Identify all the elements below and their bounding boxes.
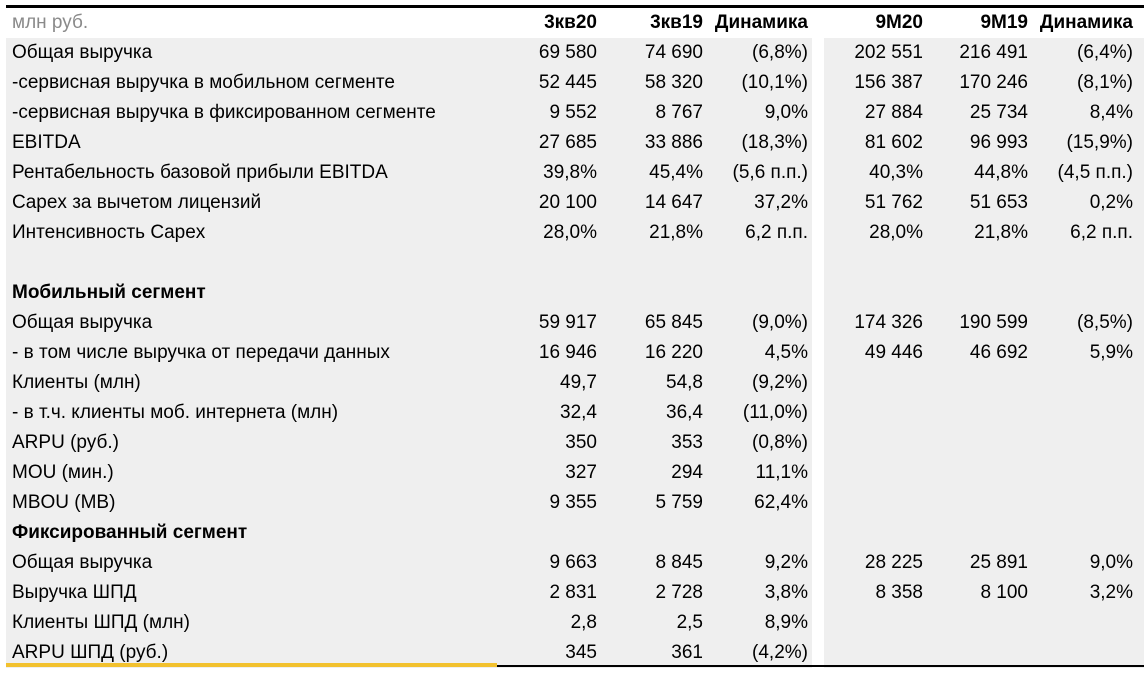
cell-3q20: 49,7 [560,372,597,393]
row-label: Клиенты (млн) [12,372,141,393]
row-label: -сервисная выручка в мобильном сегменте [12,72,395,93]
table-row [0,308,1146,338]
table-row [0,608,1146,638]
cell-3q19: 5 759 [655,492,703,513]
table-bottom-accent [6,663,497,667]
header-dynamics-9m: Динамика [1039,12,1133,33]
cell-3q19: 353 [671,432,703,453]
cell-9m19: 25 891 [969,552,1028,573]
table-row [0,398,1146,428]
table-row [0,68,1146,98]
cell-9m19: 44,8% [974,162,1028,183]
cell-dynamics-q: (0,8%) [752,432,808,453]
cell-dynamics-9m: 8,4% [1089,102,1133,123]
cell-9m19: 51 653 [969,192,1028,213]
row-label: Рентабельность базовой прибыли EBITDA [12,162,388,183]
row-label: EBITDA [12,132,81,153]
cell-dynamics-9m: 5,9% [1089,342,1133,363]
table-row [0,428,1146,458]
table-row [0,38,1146,68]
cell-9m19: 8 100 [980,582,1028,603]
row-label: MOU (мин.) [12,462,114,483]
cell-3q19: 74 690 [644,42,703,63]
cell-3q19: 58 320 [644,72,703,93]
cell-3q19: 14 647 [644,192,703,213]
table-row [0,218,1146,248]
header-9m19: 9М19 [980,12,1028,33]
row-label: Фиксированный сегмент [12,522,248,543]
row-label: - в том числе выручка от передачи данных [12,342,390,363]
row-label: Общая выручка [12,552,153,573]
cell-dynamics-q: (9,0%) [752,312,808,333]
cell-3q19: 54,8 [666,372,703,393]
cell-3q20: 9 663 [549,552,597,573]
cell-3q20: 16 946 [538,342,597,363]
cell-3q19: 8 845 [655,552,703,573]
cell-3q19: 361 [671,642,703,663]
cell-3q20: 28,0% [543,222,597,243]
table-row [0,548,1146,578]
header-dynamics-q: Динамика [714,12,808,33]
cell-3q20: 32,4 [560,402,597,423]
cell-9m20: 174 326 [854,312,923,333]
cell-dynamics-q: 4,5% [764,342,808,363]
cell-3q19: 45,4% [649,162,703,183]
table-header-row [0,8,1146,38]
table-row [0,518,1146,548]
cell-dynamics-9m: (15,9%) [1066,132,1133,153]
cell-dynamics-q: 9,0% [764,102,808,123]
cell-9m20: 40,3% [869,162,923,183]
table-row [0,368,1146,398]
cell-3q20: 345 [565,642,597,663]
header-3q20: 3кв20 [544,12,597,33]
cell-9m20: 51 762 [864,192,923,213]
cell-dynamics-9m: (6,4%) [1077,42,1133,63]
cell-9m19: 190 599 [959,312,1028,333]
table-row [0,188,1146,218]
table-row [0,128,1146,158]
cell-3q20: 9 355 [549,492,597,513]
table-row [0,458,1146,488]
cell-dynamics-9m: 9,0% [1089,552,1133,573]
cell-9m19: 46 692 [969,342,1028,363]
cell-dynamics-q: 6,2 п.п. [745,222,808,243]
cell-9m19: 216 491 [959,42,1028,63]
row-label: Выручка ШПД [12,582,137,603]
table-row [0,158,1146,188]
cell-3q20: 327 [565,462,597,483]
cell-dynamics-q: (10,1%) [741,72,808,93]
table-row [0,98,1146,128]
cell-3q20: 2,8 [570,612,597,633]
row-label: Мобильный сегмент [12,282,206,303]
table-row [0,278,1146,308]
cell-3q19: 36,4 [666,402,703,423]
cell-dynamics-9m: 0,2% [1089,192,1133,213]
table-row [0,578,1146,608]
cell-3q20: 69 580 [538,42,597,63]
cell-dynamics-q: (4,2%) [752,642,808,663]
cell-3q20: 2 831 [549,582,597,603]
cell-dynamics-q: 3,8% [764,582,808,603]
cell-dynamics-q: (6,8%) [752,42,808,63]
row-label: ARPU ШПД (руб.) [12,642,169,663]
cell-dynamics-9m: (4,5 п.п.) [1057,162,1133,183]
row-label: Capex за вычетом лицензий [12,192,262,213]
cell-9m20: 28 225 [864,552,923,573]
header-3q19: 3кв19 [650,12,703,33]
cell-3q20: 9 552 [549,102,597,123]
cell-3q19: 2,5 [676,612,703,633]
cell-3q20: 39,8% [543,162,597,183]
cell-3q19: 8 767 [655,102,703,123]
table-row [0,488,1146,518]
cell-dynamics-q: (11,0%) [742,402,808,423]
cell-dynamics-q: (18,3%) [741,132,808,153]
cell-3q19: 16 220 [644,342,703,363]
cell-9m20: 8 358 [875,582,923,603]
cell-dynamics-9m: (8,5%) [1077,312,1133,333]
row-label: ARPU (руб.) [12,432,119,453]
cell-dynamics-q: 9,2% [764,552,808,573]
cell-dynamics-9m: (8,1%) [1077,72,1133,93]
cell-3q19: 294 [671,462,703,483]
cell-dynamics-q: 37,2% [754,192,808,213]
table-bottom-border [497,665,1144,667]
table-row [0,248,1146,278]
cell-dynamics-9m: 3,2% [1089,582,1133,603]
cell-9m19: 170 246 [959,72,1028,93]
cell-dynamics-q: (9,2%) [752,372,808,393]
row-label: Интенсивность Capex [12,222,206,243]
row-label: -сервисная выручка в фиксированном сегменте [12,102,436,123]
cell-dynamics-9m: 6,2 п.п. [1070,222,1133,243]
cell-9m20: 81 602 [864,132,923,153]
cell-3q19: 21,8% [649,222,703,243]
cell-3q20: 52 445 [538,72,597,93]
header-9m20: 9М20 [875,12,923,33]
cell-3q19: 65 845 [644,312,703,333]
cell-9m20: 27 884 [864,102,923,123]
row-label: - в т.ч. клиенты моб. интернета (млн) [12,402,339,423]
cell-3q20: 27 685 [538,132,597,153]
cell-dynamics-q: 62,4% [754,492,808,513]
cell-9m19: 21,8% [974,222,1028,243]
row-label: MBOU (MB) [12,492,116,513]
cell-3q19: 2 728 [655,582,703,603]
row-label: Клиенты ШПД (млн) [12,612,190,633]
cell-9m20: 49 446 [864,342,923,363]
cell-3q20: 350 [565,432,597,453]
cell-9m20: 156 387 [854,72,923,93]
row-label: Общая выручка [12,42,153,63]
cell-3q19: 33 886 [644,132,703,153]
cell-9m20: 28,0% [869,222,923,243]
cell-dynamics-q: 8,9% [764,612,808,633]
table-row [0,338,1146,368]
row-label: Общая выручка [12,312,153,333]
cell-dynamics-q: 11,1% [755,462,808,483]
cell-9m20: 202 551 [854,42,923,63]
cell-9m19: 96 993 [969,132,1028,153]
cell-9m19: 25 734 [969,102,1028,123]
cell-3q20: 59 917 [538,312,597,333]
unit-label: млн руб. [12,12,89,33]
cell-dynamics-q: (5,6 п.п.) [732,162,808,183]
cell-3q20: 20 100 [538,192,597,213]
